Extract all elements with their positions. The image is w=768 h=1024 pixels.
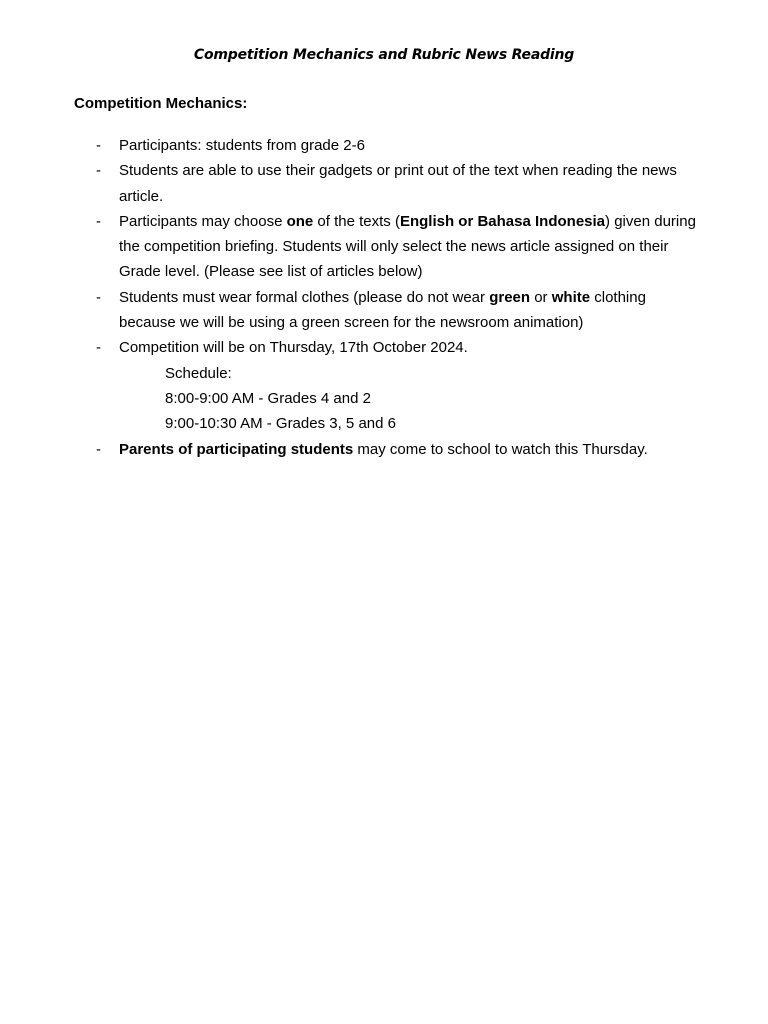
list-item-participants	[96, 133, 696, 158]
mechanics-list	[96, 133, 696, 462]
clothes-text-part1: Students must wear formal clothes (please do not wear	[119, 288, 490, 306]
choose-text-bold-languages: English or Bahasa Indonesia	[399, 212, 606, 230]
choose-text-part3: ) given during the competition briefing. Students will only select the news article assigned on their Grade level. (Please see list of articles below)	[119, 212, 696, 281]
section-heading: Competition Mechanics:	[74, 95, 248, 112]
document-title: Competition Mechanics and Rubric News Reading	[193, 47, 575, 63]
choose-text-part1: Participants may choose	[119, 212, 287, 230]
list-item-parents	[96, 437, 696, 462]
participants-text: Participants: students from grade 2-6	[119, 137, 365, 154]
list-item-clothes	[96, 285, 696, 336]
schedule-line: 9:00-10:30 AM - Grades 3, 5 and 6	[165, 415, 396, 433]
parents-text-bold: Parents of participating students	[119, 440, 354, 458]
choose-text-part2: of the texts (	[313, 212, 400, 230]
competition-date-text: Competition will be on Thursday, 17th October 2024.	[119, 339, 468, 357]
list-item-gadgets	[96, 158, 696, 209]
bullet-dash: -	[96, 288, 101, 306]
list-item-choose-text	[96, 209, 696, 285]
bullet-dash: -	[96, 137, 101, 154]
choose-text-bold-one: one	[286, 212, 314, 230]
schedule-label: Schedule:	[165, 364, 232, 382]
clothes-text-part2: or	[530, 288, 552, 306]
clothes-text-part3: clothing because we will be using a green screen for the newsroom animation)	[119, 288, 646, 332]
clothes-text-bold-white: white	[551, 288, 591, 306]
schedule-line: 8:00-9:00 AM - Grades 4 and 2	[165, 389, 371, 407]
clothes-text-bold-green: green	[489, 288, 531, 306]
parents-text-rest: may come to school to watch this Thursday.	[353, 440, 648, 458]
bullet-dash: -	[96, 162, 101, 180]
bullet-dash: -	[96, 440, 101, 458]
bullet-dash: -	[96, 339, 101, 357]
gadgets-text: Students are able to use their gadgets or print out of the text when reading the news article.	[119, 162, 677, 205]
list-item-competition-date	[96, 335, 696, 436]
bullet-dash: -	[96, 212, 101, 230]
